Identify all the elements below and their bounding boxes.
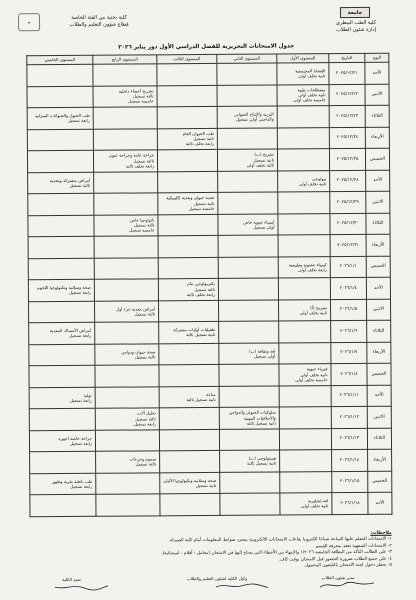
exam-line: لغة إنجليزية xyxy=(308,498,329,504)
exam-line: جراحة عامة وجراحة عيون xyxy=(108,152,155,159)
day-cell: الأربعاء xyxy=(367,342,391,364)
exam-cell xyxy=(159,364,219,386)
exam-line: خامسة تخلف أولى xyxy=(293,97,326,103)
date-cell: ٢٠٢٦/١/١٤ xyxy=(332,449,368,471)
exam-cell xyxy=(278,256,330,278)
exam-cell xyxy=(27,150,93,172)
table-row xyxy=(29,385,391,409)
exam-cell xyxy=(157,85,217,107)
exam-cell xyxy=(96,472,160,494)
exam-cell xyxy=(159,407,219,429)
exam-cell xyxy=(158,214,218,236)
exam-cell xyxy=(28,215,94,237)
exam-cell xyxy=(93,128,157,150)
exam-cell xyxy=(277,106,329,128)
faculty-logo: ✦ xyxy=(18,13,40,31)
exam-line: ثالثة تخلف أولى xyxy=(246,162,275,168)
exam-cell xyxy=(158,192,218,214)
exam-cell xyxy=(217,149,277,171)
table-row xyxy=(28,213,390,237)
exam-cell xyxy=(280,471,332,493)
exam-line: رابعة تخلف ثالثة xyxy=(125,163,155,169)
exam-line: القضايا المجتمعية xyxy=(295,68,326,74)
date-cell: ٢٠٢٥/١٢/٢٢ xyxy=(329,84,365,106)
table-row xyxy=(28,234,390,258)
exam-line: مناعة xyxy=(206,391,216,397)
signature-block xyxy=(162,576,272,591)
note-item: ٤- على جميع الطلاب ضرورة الحضور قبل الامتحان بوقت كاف. xyxy=(278,556,392,563)
signature-block xyxy=(298,575,378,590)
exam-cell xyxy=(158,235,218,257)
table-row xyxy=(30,449,392,473)
note-item: ١- الامتحانات المعلم عليها الساعة صباحا الكترونيا بقاعات الامتحانات الالكترونية بمجرد ضوابط المعلومات أمام كلية الصيدلة. xyxy=(168,537,392,544)
exam-cell xyxy=(218,171,278,193)
exam-line: باثولوجيا خاص xyxy=(129,217,155,223)
exam-cell xyxy=(94,257,158,279)
header-right-line: كلية الطب البيطري xyxy=(336,19,377,27)
exam-cell xyxy=(277,84,329,106)
column-header: المستوى الثاني xyxy=(217,54,277,63)
exam-line: ثانية تسجيل ثالثة xyxy=(246,420,276,426)
table-row xyxy=(28,191,390,215)
exam-cell xyxy=(27,86,93,108)
day-cell: الثلاثاء xyxy=(365,105,389,127)
exam-cell xyxy=(219,386,279,408)
table-row xyxy=(29,299,391,323)
exam-schedule-table xyxy=(26,53,392,517)
date-cell: ٢٠٢٥/١٢/٣١ xyxy=(330,234,366,256)
exam-cell xyxy=(219,321,279,343)
exam-line: ثانية تسجيل ثالثة xyxy=(247,460,277,466)
exam-cell xyxy=(95,408,159,430)
exam-line: لغة وثقافة (ب) xyxy=(249,348,276,354)
exam-cell xyxy=(95,365,159,387)
exam-line: ثانية تسجيل ثالثة xyxy=(186,396,216,402)
exam-cell xyxy=(217,106,277,128)
exam-cell xyxy=(278,299,330,321)
exam-line: ثانية تسجيل xyxy=(193,200,215,206)
table-row xyxy=(27,148,389,172)
day-cell: الأربعاء xyxy=(368,449,392,471)
day-cell: الثلاثاء xyxy=(367,320,391,342)
exam-line: فيزياء حيوية xyxy=(306,366,328,372)
day-cell: الاثنين xyxy=(365,84,389,106)
table-row xyxy=(27,62,389,86)
exam-line: ثالثة تسجيل xyxy=(133,222,155,228)
exam-cell xyxy=(279,321,331,343)
exam-line: طب الحيوان العام xyxy=(182,130,214,137)
handwritten-signature xyxy=(318,581,378,589)
exam-cell xyxy=(159,386,219,408)
exam-line: ثانية تخلف أولى xyxy=(301,503,329,509)
exam-cell xyxy=(278,192,330,214)
exam-line: مصطلحات طبية xyxy=(297,87,326,93)
exam-cell xyxy=(158,278,218,300)
exam-line: التربية والإنتاج الحيواني xyxy=(233,111,274,117)
exam-cell xyxy=(279,428,331,450)
exam-line: طفيليات أوليات مشتركة xyxy=(173,326,216,333)
exam-cell xyxy=(218,214,278,236)
exam-cell xyxy=(28,258,94,280)
exam-cell xyxy=(94,193,158,215)
exam-line: تشريح أعضاء داخلية xyxy=(118,88,154,94)
exam-line: ثانية تخلف أولى xyxy=(298,73,326,79)
exam-cell xyxy=(278,235,330,257)
column-header: التاريخ xyxy=(329,53,365,62)
exam-cell xyxy=(278,278,330,300)
date-cell: ٢٠٢٦/١/١٥ xyxy=(332,471,368,493)
day-cell: الخميس xyxy=(367,363,391,385)
date-cell: ٢٠٢٦/١/٨ xyxy=(331,363,367,385)
exam-cell xyxy=(160,472,220,494)
exam-line: رابعة تسجيل xyxy=(69,440,93,446)
exam-line: صحة وسلامة وتكنولوجيا اللحوم xyxy=(37,284,91,291)
exam-cell xyxy=(93,107,157,129)
exam-cell xyxy=(279,342,331,364)
day-cell: الثلاثاء xyxy=(367,428,391,450)
date-cell: ٢٠٢٦/١/١ xyxy=(330,256,366,278)
exam-cell xyxy=(277,63,329,85)
exam-line: ثالثة تسجيل xyxy=(134,354,156,360)
exam-line: رابعة تسجيل xyxy=(67,118,90,124)
exam-line: ثالثة تسجيل xyxy=(133,158,155,164)
header-right-line: إدارة شئون الطلاب xyxy=(336,26,377,34)
exam-cell xyxy=(158,171,218,193)
exam-line: رابعة تسجيل xyxy=(68,290,91,296)
exam-cell xyxy=(157,63,217,85)
exam-line: صحة حيوان ودواجن xyxy=(121,348,156,355)
exam-line: رابعة تسجيل xyxy=(70,483,93,489)
exam-line: جراحة خاصة أجهزة xyxy=(58,435,92,441)
exam-cell xyxy=(27,129,93,151)
table-row xyxy=(29,363,391,387)
exam-line: كيمياء حيوية خاص xyxy=(243,219,275,225)
exam-cell xyxy=(93,64,157,86)
date-cell: ٢٠٢٥/١٢/٢٣ xyxy=(329,105,365,127)
exam-cell xyxy=(220,450,280,472)
exam-cell xyxy=(218,235,278,257)
exam-cell xyxy=(95,343,159,365)
table-row xyxy=(30,492,392,516)
schedule-title: جدول الامتحانات التحريرية للفصل الدراسي الأول دور يناير ٢٠٢٦ xyxy=(118,43,295,51)
handwritten-signature xyxy=(212,582,272,590)
exam-cell xyxy=(95,322,159,344)
note-item: ٥- يحظر دخول لجنة الامتحان بالتليفون المحمول. xyxy=(303,562,392,569)
table-row xyxy=(29,342,391,366)
exam-cell xyxy=(29,301,95,323)
exam-cell xyxy=(278,170,330,192)
exam-line: بكتريولوجي عام xyxy=(187,281,215,287)
date-cell: ٢٠٢٥/١٢/٢٥ xyxy=(329,148,365,170)
exam-line: طب باطنة بقرية وطيور xyxy=(51,478,93,484)
exam-line: هستولوجي (ب) xyxy=(248,455,277,461)
day-cell: الأحد xyxy=(366,170,390,192)
exam-cell xyxy=(95,300,159,322)
date-cell: ٢٠٢٦/١/١٨ xyxy=(332,492,368,514)
exam-cell xyxy=(27,64,93,86)
column-header: المستوى الثالث xyxy=(157,54,217,63)
date-cell: ٢٠٢٥/١٢/٢٩ xyxy=(330,191,366,213)
exam-cell xyxy=(96,451,160,473)
date-cell: ٢٠٢٦/١/٦ xyxy=(331,320,367,342)
exam-cell xyxy=(157,106,217,128)
day-cell: الأحد xyxy=(368,492,392,514)
exam-line: ثالثة تسجيل xyxy=(135,461,157,467)
note-item: ٢- الامتحانات الشفهية تعقد بمعرفة القسم. xyxy=(314,543,392,550)
exam-cell xyxy=(28,279,94,301)
exam-cell xyxy=(217,63,277,85)
table-body xyxy=(27,62,392,516)
exam-cell xyxy=(279,385,331,407)
exam-cell xyxy=(93,150,157,172)
table-row xyxy=(28,170,390,194)
exam-line: رابعة تسجيل xyxy=(133,421,156,427)
exam-line: رابعة تخلف ثالثة xyxy=(185,141,214,147)
exam-line: أمراض معدية جزء أول xyxy=(116,305,156,312)
exam-line: توليد xyxy=(83,392,92,398)
notes-heading: ملاحظات: xyxy=(370,530,392,536)
exam-cell xyxy=(277,127,329,149)
signature-title: مدير شئون الطلاب xyxy=(321,574,355,581)
exam-line: كيمياء عضوية وطبيعية xyxy=(288,261,327,267)
column-header: المستوى الرابع xyxy=(93,55,157,64)
exam-cell xyxy=(28,172,94,194)
exam-line: والأخلاقيات المهنية xyxy=(243,415,276,421)
header-left-line: قطاع شؤون التعليم والطلاب xyxy=(69,21,129,28)
exam-cell xyxy=(157,149,217,171)
table-row xyxy=(29,320,391,344)
exam-cell xyxy=(217,128,277,150)
note-item: ٣- على الطالب التأكد من البطاقة الجامعية ١/٢٠٢٦ والإنتهاء من الأخطاء التي يحتاج إليها في الامتحان (معامل - أقلام - استثنائية). xyxy=(161,549,392,557)
exam-cell xyxy=(279,364,331,386)
exam-cell xyxy=(218,278,278,300)
exam-line: سلوكيات الحيوان والدواجن xyxy=(229,409,276,416)
column-header: المستوى الخامس xyxy=(27,55,93,64)
exam-line: ثانية تسجيل xyxy=(195,482,217,488)
handwritten-signature xyxy=(52,583,112,591)
exam-line: أولى تسجيل xyxy=(254,353,276,359)
notes-section xyxy=(32,531,392,572)
exam-line: تغذية حيوان وتغذية إكلينيكية xyxy=(166,195,215,201)
header-left-text xyxy=(54,14,144,29)
exam-cell xyxy=(159,321,219,343)
day-cell: الاثنين xyxy=(366,191,390,213)
date-cell: ٢٠٢٥/١٢/٣٠ xyxy=(330,213,366,235)
table-row xyxy=(27,84,389,108)
exam-cell xyxy=(30,473,96,495)
exam-line: أمراض مشتركة ومعدية xyxy=(49,177,91,183)
day-cell: الخميس xyxy=(366,256,390,278)
day-cell: الخميس xyxy=(368,471,392,493)
exam-cell xyxy=(95,386,159,408)
university-logo-box: جامعة xyxy=(340,7,370,18)
exam-cell xyxy=(219,343,279,365)
day-cell: الأربعاء xyxy=(366,234,390,256)
exam-line: والداجني أولى تسجيل xyxy=(235,116,274,123)
exam-cell xyxy=(29,344,95,366)
date-cell: ٢٠٢٥/١٢/٢٨ xyxy=(330,170,366,192)
exam-line: تشريح (أ) xyxy=(310,304,328,310)
exam-cell xyxy=(277,149,329,171)
day-cell: الاثنين xyxy=(367,406,391,428)
exam-cell xyxy=(96,494,160,516)
day-cell: الأحد xyxy=(367,385,391,407)
exam-line: تشريح (ب) xyxy=(254,151,275,158)
signature-title: عميد الكلية xyxy=(62,576,82,583)
exam-cell xyxy=(27,107,93,129)
exam-cell xyxy=(278,213,330,235)
exam-line: ثانية تسجيل xyxy=(193,136,214,142)
signature-block xyxy=(32,577,112,592)
column-header: المستوى الأول xyxy=(277,54,329,63)
exam-cell xyxy=(160,493,220,515)
date-cell: ٢٠٢٦/١/١٣ xyxy=(331,428,367,450)
header-right-text xyxy=(316,20,396,35)
exam-line: أمراض الأسماك المعدية xyxy=(49,327,92,334)
exam-cell xyxy=(219,364,279,386)
table-row xyxy=(28,277,390,301)
exam-cell xyxy=(280,450,332,472)
exam-cell xyxy=(218,257,278,279)
exam-line: ثانية تخلف أولى xyxy=(298,92,326,98)
exam-cell xyxy=(220,493,280,515)
exam-cell xyxy=(93,85,157,107)
exam-line: سموم وجرعات xyxy=(129,456,157,462)
exam-line: صحة وسلامة وتكنولوجيا الألبان xyxy=(163,477,217,483)
exam-line: ثالثة تسجيل xyxy=(135,416,156,422)
exam-cell xyxy=(29,430,95,452)
date-cell: ٢٠٢٦/١/٥ xyxy=(330,299,366,321)
exam-line: ثانية تخلف أولى xyxy=(300,371,328,377)
exam-cell xyxy=(160,450,220,472)
exam-cell xyxy=(94,171,158,193)
exam-line: رابعة تسجيل xyxy=(69,397,92,403)
signature-title: وكيل الكلية لشئون التعليم والطلاب xyxy=(186,575,248,582)
exam-cell xyxy=(28,193,94,215)
header-left-line: كلية بحثية من الفئة الخاصة xyxy=(71,14,127,21)
date-cell: ٢٠٢٥/١٢/٢١ xyxy=(329,62,365,84)
exam-cell xyxy=(219,429,279,451)
exam-cell xyxy=(94,214,158,236)
day-cell: الأحد xyxy=(365,62,389,84)
exam-line: ثالثة تسجيل xyxy=(134,311,156,317)
table-row xyxy=(29,428,391,452)
table-row xyxy=(27,105,389,129)
exam-line: رابعة تسجيل xyxy=(69,333,92,339)
exam-line: خامسة تسجيل xyxy=(128,98,154,104)
day-cell: الثلاثاء xyxy=(366,213,390,235)
date-cell: ٢٠٢٥/١٢/٢٤ xyxy=(329,127,365,149)
day-cell: الاثنين xyxy=(366,299,390,321)
exam-cell xyxy=(217,85,277,107)
day-cell: الأحد xyxy=(366,277,390,299)
exam-cell xyxy=(29,365,95,387)
exam-line: خامسة تسجيل xyxy=(188,205,215,211)
column-header: اليوم xyxy=(365,53,389,62)
exam-cell xyxy=(28,236,94,258)
exam-cell xyxy=(280,493,332,515)
date-cell: ٢٠٢٦/١/٤ xyxy=(330,277,366,299)
exam-line: خامسة تسجيل xyxy=(129,227,155,233)
exam-cell xyxy=(30,494,96,516)
exam-cell xyxy=(220,472,280,494)
exam-cell xyxy=(159,429,219,451)
table-row xyxy=(30,471,392,495)
date-cell: ٢٠٢٦/١/١٢ xyxy=(331,406,367,428)
exam-line: ثانية تسجيل xyxy=(253,157,275,163)
date-cell: ٢٠٢٦/١/٧ xyxy=(331,342,367,364)
signatures-row xyxy=(2,575,416,600)
day-cell: الأربعاء xyxy=(365,127,389,149)
table-row xyxy=(28,256,390,280)
exam-cell xyxy=(157,128,217,150)
exam-cell xyxy=(29,408,95,430)
exam-cell xyxy=(158,257,218,279)
exam-cell xyxy=(279,407,331,429)
exam-cell xyxy=(94,279,158,301)
exam-cell xyxy=(159,300,219,322)
exam-line: ثانية تخلف أولى xyxy=(299,309,328,316)
exam-line: ثالثة تسجيل xyxy=(132,93,154,99)
exam-line: رابعة تخلف أولى xyxy=(297,266,327,273)
exam-cell xyxy=(94,236,158,258)
exam-cell xyxy=(95,429,159,451)
day-cell: الخميس xyxy=(365,148,389,170)
exam-cell xyxy=(29,322,95,344)
exam-line: ثانية تسجيل ثالثة xyxy=(186,332,216,338)
table-row xyxy=(29,406,391,430)
exam-line: بيولوجي xyxy=(312,175,327,181)
exam-cell xyxy=(218,300,278,322)
exam-line: تحليل آلات xyxy=(137,410,156,416)
exam-line: خامسة تخلف أولى xyxy=(295,377,328,383)
exam-cell xyxy=(159,343,219,365)
exam-line: ثانية تخلف أولى xyxy=(298,180,327,187)
exam-line: رابعة تخلف ثالثة xyxy=(186,291,215,297)
exam-cell xyxy=(29,387,95,409)
exam-cell xyxy=(30,451,96,473)
table-row xyxy=(27,127,389,151)
exam-cell xyxy=(218,192,278,214)
exam-cell xyxy=(219,407,279,429)
exam-line: طب الخيول والحيوانات المنزلية xyxy=(35,112,90,119)
exam-line: ثالثة تسجيل xyxy=(69,182,91,188)
date-cell: ٢٠٢٦/١/١١ xyxy=(331,385,367,407)
exam-line: أولى تسجيل xyxy=(253,224,275,230)
exam-line: ثالثة تسجيل xyxy=(194,286,215,292)
